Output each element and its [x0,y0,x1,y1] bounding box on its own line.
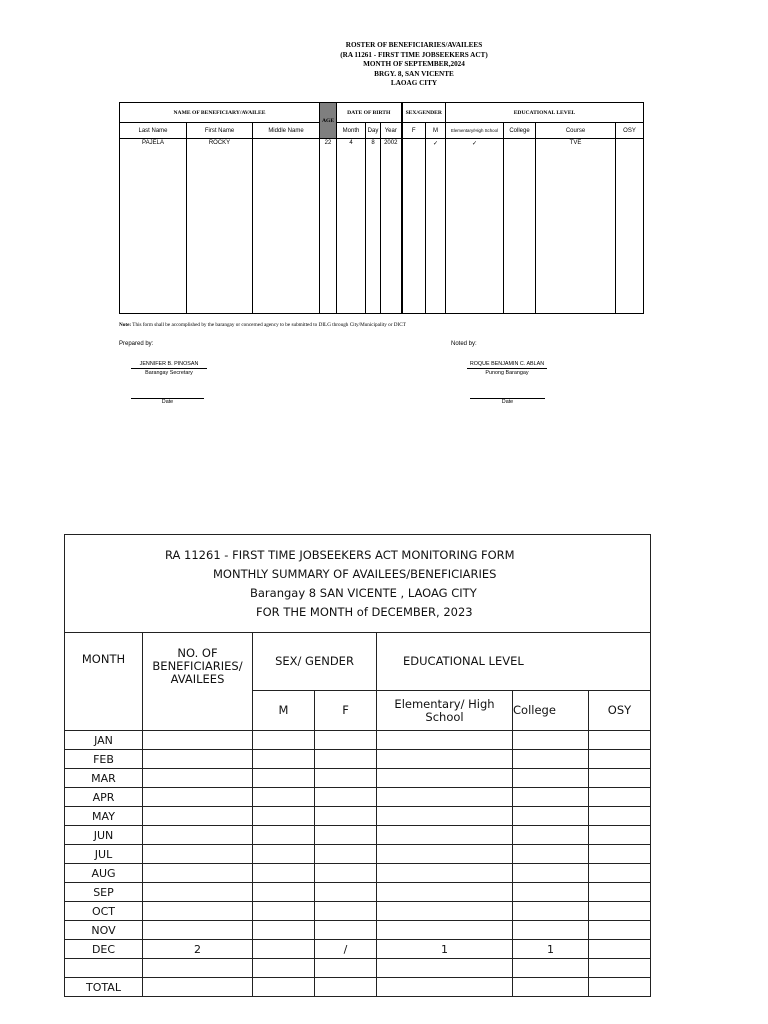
roster-barangay: BRGY. 8, SAN VICENTE [374,69,454,78]
summary-month-cell [65,959,143,978]
summary-month-cell: JUL [65,845,143,864]
summary-m-cell [253,902,315,921]
summary-month-cell: NOV [65,921,143,940]
summary-osy-cell [589,940,651,959]
summary-count-cell: 2 [143,940,253,959]
summary-osy-cell [589,750,651,769]
summary-month-cell: OCT [65,902,143,921]
summary-row [65,788,651,807]
summary-college-cell [513,902,589,921]
summary-college-cell [513,978,589,997]
summary-elem-high-cell [377,750,513,769]
summary-elem-high-cell [377,845,513,864]
sex-gender-header: SEX/ GENDER [253,633,377,691]
month-header: Month [337,123,366,139]
roster-note [119,322,406,328]
noter-date [470,394,545,405]
first-name-cell: ROCKY [187,139,253,314]
summary-f-cell [315,959,377,978]
noted-by-label: Noted by: [451,341,477,347]
summary-college-cell [513,826,589,845]
summary-m-cell [253,978,315,997]
summary-elem-high-cell [377,731,513,750]
summary-osy-cell [589,902,651,921]
summary-osy-cell [589,788,651,807]
roster-month: MONTH OF SEPTEMBER,2024 [363,60,465,69]
college-header: College [504,123,536,139]
summary-college-cell [513,883,589,902]
summary-month-cell: TOTAL [65,978,143,997]
monitor-title-line-2: MONTHLY SUMMARY OF AVAILEES/BENEFICIARIES [213,566,497,581]
summary-count-cell [143,807,253,826]
summary-college-cell [513,921,589,940]
summary-osy-cell [589,769,651,788]
summary-f-cell [315,845,377,864]
summary-osy-cell [589,978,651,997]
roster-row [120,139,644,314]
summary-row [65,940,651,959]
osy-cell [616,139,644,314]
male-cell: ✓ [426,139,446,314]
beneficiaries-column-header: NO. OF BENEFICIARIES/ AVAILEES [143,633,253,731]
monitor-header-row [65,633,651,691]
summary-count-cell [143,769,253,788]
first-name-header: First Name [187,123,253,139]
summary-row [65,921,651,940]
roster-group-header-row [120,103,644,123]
summary-osy-cell [589,845,651,864]
summary-m-cell [253,864,315,883]
summary-osy-cell [589,921,651,940]
summary-m-cell [253,750,315,769]
elem-high-column-header: Elementary/ High School [377,691,513,731]
note-label: Note: [119,322,132,328]
summary-m-cell [253,883,315,902]
summary-m-cell [253,731,315,750]
summary-f-cell [315,864,377,883]
summary-elem-high-cell: 1 [377,940,513,959]
summary-row [65,807,651,826]
age-header: AGE [320,103,337,139]
summary-elem-high-cell [377,902,513,921]
noter-title: Punong Barangay [485,370,529,376]
summary-row [65,959,651,978]
summary-month-cell: FEB [65,750,143,769]
summary-row [65,978,651,997]
monitor-title-line-4: FOR THE MONTH of DECEMBER, 2023 [256,604,473,619]
summary-row [65,864,651,883]
age-cell: 22 [320,139,337,314]
summary-month-cell: AUG [65,864,143,883]
summary-count-cell [143,750,253,769]
summary-count-cell [143,883,253,902]
summary-college-cell [513,731,589,750]
female-column-header: F [315,691,377,731]
educational-level-header: EDUCATIONAL LEVEL [377,633,651,691]
course-cell: TVE [536,139,616,314]
summary-f-cell [315,731,377,750]
summary-osy-cell [589,959,651,978]
roster-title: ROSTER OF BENEFICIARIES/AVAILEES [345,41,483,49]
male-header: M [426,123,446,139]
summary-month-cell: SEP [65,883,143,902]
summary-osy-cell [589,826,651,845]
monitor-title-line-1: RA 11261 - FIRST TIME JOBSEEKERS ACT MONITORING FORM [165,547,515,562]
summary-osy-cell [589,807,651,826]
summary-elem-high-cell [377,921,513,940]
preparer-name: JENNIFER B. PINOSAN [131,361,207,369]
summary-osy-cell [589,731,651,750]
summary-count-cell [143,978,253,997]
noter-date-label: Date [501,399,514,405]
roster-act: (RA 11261 - FIRST TIME JOBSEEKERS ACT) [340,50,488,59]
summary-f-cell [315,826,377,845]
summary-elem-high-cell [377,883,513,902]
year-cell: 2002 [381,139,402,314]
summary-elem-high-cell [377,826,513,845]
summary-m-cell [253,826,315,845]
noter-name: ROQUE BENJAMIN C. ABLAN [467,361,547,369]
elem-high-cell: ✓ [446,139,504,314]
last-name-header: Last Name [120,123,187,139]
summary-count-cell [143,959,253,978]
osy-header: OSY [616,123,644,139]
roster-sub-header-row [120,123,644,139]
summary-count-cell [143,921,253,940]
summary-row [65,883,651,902]
summary-m-cell [253,940,315,959]
summary-college-cell [513,750,589,769]
roster-table [119,102,644,314]
college-cell [504,139,536,314]
preparer-date-label: Date [161,399,174,405]
noter-signature [467,361,547,376]
monitoring-form-table [64,534,651,997]
summary-college-cell [513,845,589,864]
summary-f-cell [315,788,377,807]
summary-row [65,750,651,769]
summary-osy-cell [589,864,651,883]
summary-f-cell: / [315,940,377,959]
course-header: Course [536,123,616,139]
summary-m-cell [253,845,315,864]
monitor-title-line-3: Barangay 8 SAN VICENTE , LAOAG CITY [250,585,477,600]
summary-month-cell: JUN [65,826,143,845]
summary-month-cell: MAR [65,769,143,788]
middle-name-cell [253,139,320,314]
summary-row [65,731,651,750]
monitor-title [65,535,651,633]
summary-count-cell [143,788,253,807]
summary-elem-high-cell [377,769,513,788]
summary-f-cell [315,978,377,997]
sex-group-header: SEX/GENDER [402,103,446,123]
summary-college-cell [513,959,589,978]
day-header: Day [366,123,381,139]
summary-count-cell [143,845,253,864]
summary-elem-high-cell [377,807,513,826]
summary-row [65,769,651,788]
summary-college-cell [513,864,589,883]
last-name-cell: PAJELA [120,139,187,314]
summary-osy-cell [589,883,651,902]
month-column-header: MONTH [65,633,143,731]
summary-m-cell [253,959,315,978]
dob-group-header: DATE OF BIRTH [337,103,402,123]
summary-count-cell [143,902,253,921]
monitor-body [65,731,651,997]
summary-f-cell [315,902,377,921]
year-header: Year [381,123,402,139]
summary-college-cell [513,769,589,788]
summary-elem-high-cell [377,864,513,883]
roster-city: LAOAG CITY [390,79,438,88]
college-column-header: College [513,691,589,731]
edu-group-header: EDUCATIONAL LEVEL [446,103,644,123]
summary-f-cell [315,921,377,940]
summary-f-cell [315,750,377,769]
summary-college-cell [513,807,589,826]
elem-high-header: Elementary/High School [446,123,504,139]
summary-elem-high-cell [377,788,513,807]
male-column-header: M [253,691,315,731]
summary-month-cell: APR [65,788,143,807]
preparer-date [131,394,204,405]
summary-m-cell [253,788,315,807]
summary-count-cell [143,864,253,883]
summary-count-cell [143,731,253,750]
month-cell: 4 [337,139,366,314]
summary-count-cell [143,826,253,845]
note-text: This form shall be accomplished by the barangay or concerned agency to be submitted to DILG through City/Municipality or DICT [131,322,406,328]
summary-m-cell [253,769,315,788]
monitor-title-row [65,535,651,633]
middle-name-header: Middle Name [253,123,320,139]
summary-f-cell [315,883,377,902]
female-header: F [402,123,426,139]
name-group-header: NAME OF BENEFICIARY/AVAILEE [120,103,320,123]
osy-column-header: OSY [589,691,651,731]
summary-row [65,845,651,864]
summary-month-cell: DEC [65,940,143,959]
preparer-signature [131,361,207,376]
summary-month-cell: MAY [65,807,143,826]
summary-month-cell: JAN [65,731,143,750]
summary-college-cell: 1 [513,940,589,959]
day-cell: 8 [366,139,381,314]
summary-f-cell [315,807,377,826]
summary-row [65,826,651,845]
summary-f-cell [315,769,377,788]
summary-elem-high-cell [377,978,513,997]
female-cell [402,139,426,314]
preparer-title: Barangay Secretary [145,370,193,376]
summary-m-cell [253,807,315,826]
summary-elem-high-cell [377,959,513,978]
prepared-by-label: Prepared by: [119,341,154,347]
summary-m-cell [253,921,315,940]
summary-college-cell [513,788,589,807]
roster-header [0,41,768,89]
summary-row [65,902,651,921]
